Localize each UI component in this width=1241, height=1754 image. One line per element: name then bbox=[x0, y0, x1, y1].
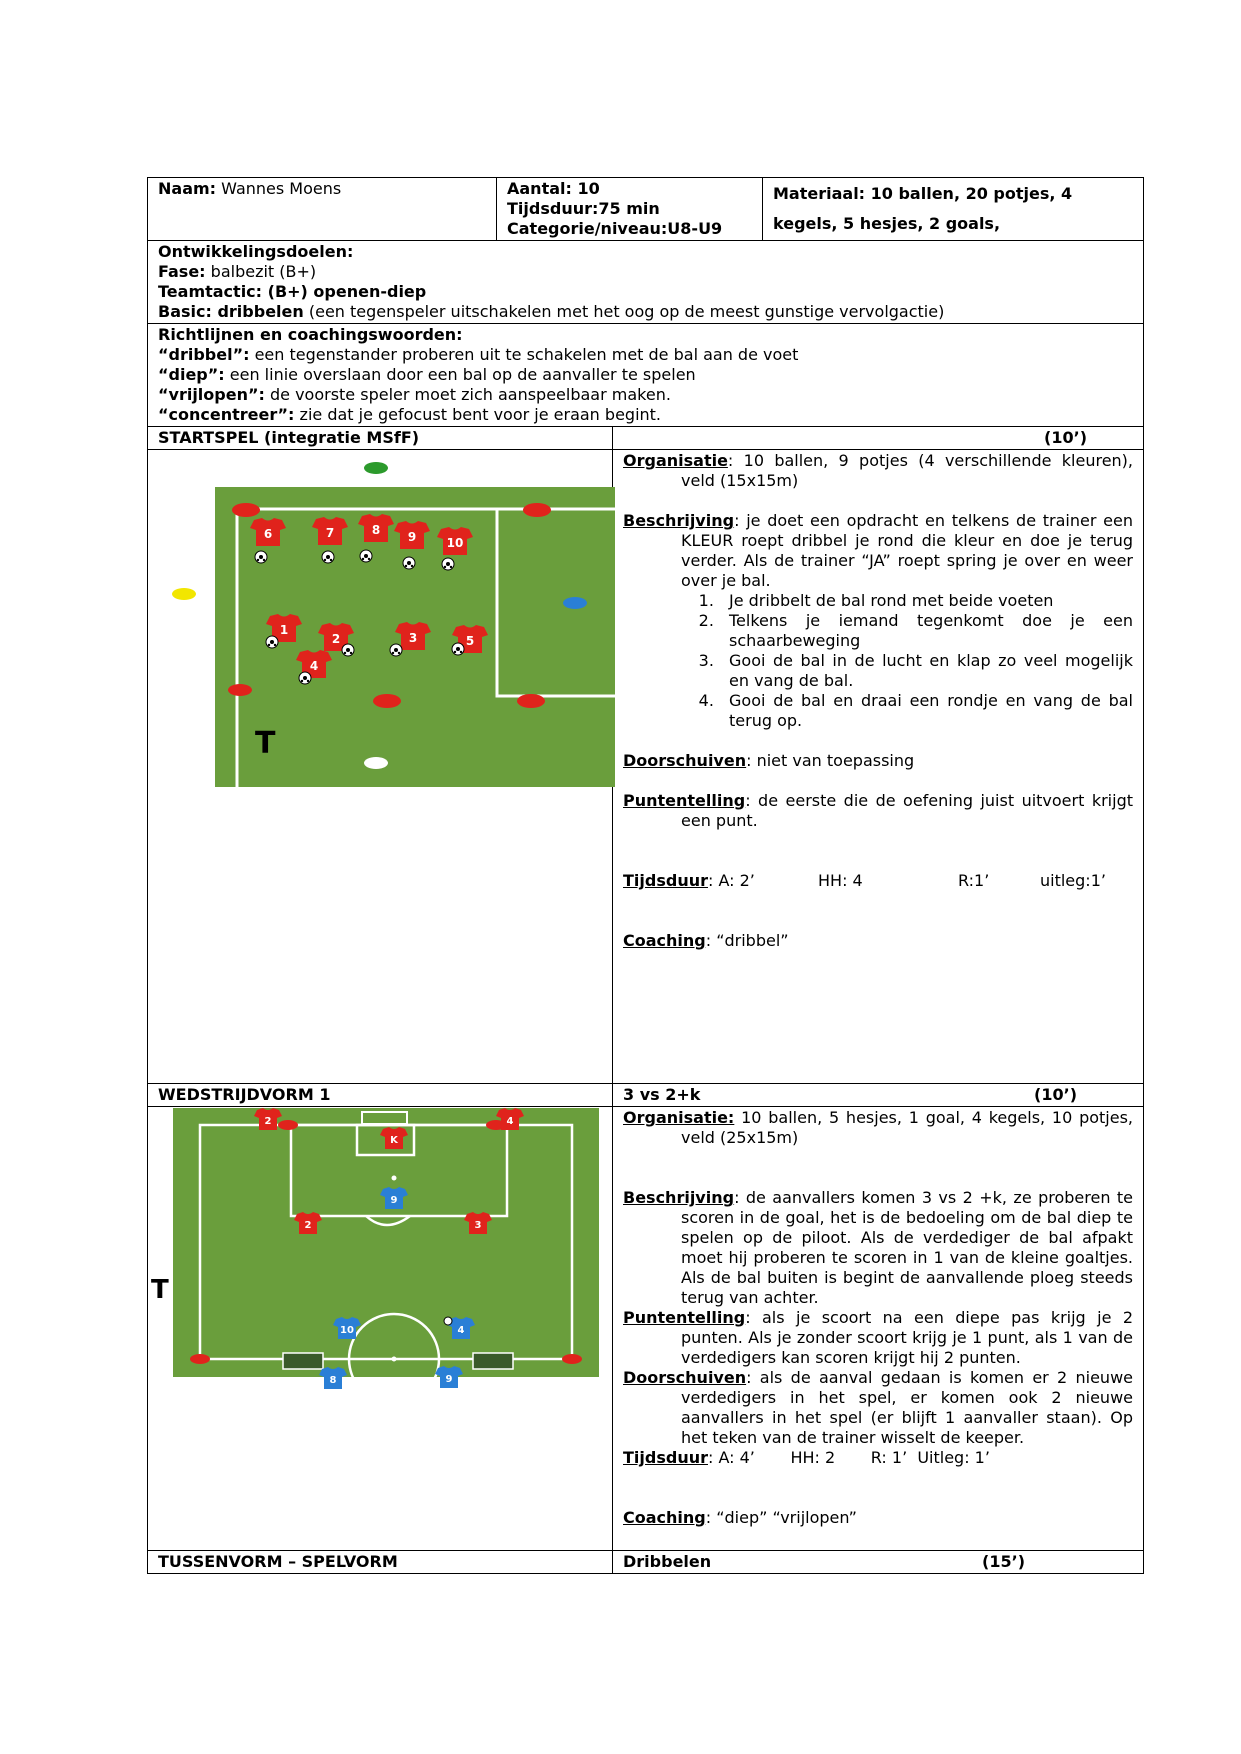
fase-label: Fase: bbox=[158, 262, 206, 281]
svg-text:10: 10 bbox=[340, 1325, 354, 1336]
richtlijn-item: “diep”: een linie overslaan door een bal op de aanvaller te spelen bbox=[158, 365, 696, 384]
svg-text:9: 9 bbox=[407, 530, 417, 544]
wedstrijd-organisatie: Organisatie: 10 ballen, 5 hesjes, 1 goal, 4 kegels, 10 potjes, veld (25x15m) bbox=[623, 1108, 1133, 1147]
svg-text:4: 4 bbox=[309, 659, 319, 673]
svg-text:2: 2 bbox=[264, 1116, 272, 1127]
trainer-marker: T bbox=[151, 1275, 169, 1305]
materiaal-cell bbox=[763, 178, 1144, 241]
defender bbox=[319, 1367, 347, 1389]
startspel-beschrijving: Beschrijving: je doet een opdracht en telkens de trainer een KLEUR roept dribbel je rond die kleur en doe je terug verder. Als de trainer “JA” roept spring je over en weer over je bal. bbox=[623, 511, 1133, 590]
svg-text:8: 8 bbox=[371, 523, 381, 537]
startspel-title: STARTSPEL (integratie MSfF) bbox=[148, 427, 613, 450]
svg-text:10: 10 bbox=[446, 536, 464, 550]
cone-red bbox=[517, 694, 545, 708]
cone-blue bbox=[563, 597, 587, 609]
wedstrijd-text-cell bbox=[613, 1107, 1144, 1551]
basic-label: Basic: dribbelen bbox=[158, 302, 304, 321]
materiaal-line-1: Materiaal: 10 ballen, 20 potjes, 4 bbox=[773, 184, 1073, 203]
wedstrijd-subtitle: 3 vs 2+k bbox=[623, 1085, 701, 1104]
startspel-steps bbox=[623, 591, 1133, 731]
startspel-content-row bbox=[148, 450, 1144, 1084]
basic-value: (een tegenspeler uitschakelen met het oog op de meest gunstige vervolgactie) bbox=[303, 302, 945, 321]
svg-text:3: 3 bbox=[474, 1220, 482, 1231]
wedstrijd-beschrijving: Beschrijving: de aanvallers komen 3 vs 2 +k, ze proberen te scoren in de goal, het is de bedoeling om de bal diep te spelen op de piloot. Als de verdediger de bal afpakt moet hij proberen te scoren in 1 van de kleine goaltjes. Als de bal buiten is begint de aanvallende ploeg steeds terug van achter. bbox=[623, 1188, 1133, 1307]
step-item: 2. Telkens je iemand tegenkomt doe je een schaarbeweging bbox=[719, 611, 1133, 651]
cone-red bbox=[373, 694, 401, 708]
wedstrijd-content-row bbox=[148, 1107, 1144, 1551]
svg-text:8: 8 bbox=[329, 1375, 337, 1386]
small-goal bbox=[283, 1353, 323, 1369]
small-goal bbox=[473, 1353, 513, 1369]
richtlijn-item: “dribbel”: een tegenstander proberen uit te schakelen met de bal aan de voet bbox=[158, 345, 799, 364]
svg-text:2: 2 bbox=[331, 632, 341, 646]
svg-text:5: 5 bbox=[465, 634, 475, 648]
tussenvorm-title: TUSSENVORM – SPELVORM bbox=[148, 1551, 613, 1574]
teamtactic-text: Teamtactic: (B+) openen-diep bbox=[158, 282, 427, 301]
startspel-organisatie: Organisatie: 10 ballen, 9 potjes (4 verschillende kleuren), veld (15x15m) bbox=[623, 451, 1133, 490]
startspel-diagram-cell bbox=[148, 450, 613, 1084]
wedstrijd-time: (10’) bbox=[1034, 1085, 1077, 1104]
richtlijnen-row bbox=[148, 324, 1144, 427]
categorie-text: Categorie/niveau:U8-U9 bbox=[507, 219, 723, 238]
tijdsduur-text: Tijdsduur:75 min bbox=[507, 199, 660, 218]
wedstrijd-diagram bbox=[148, 1107, 626, 1545]
svg-text:9: 9 bbox=[445, 1374, 453, 1385]
step-item: 1. Je dribbelt de bal rond met beide voeten bbox=[719, 591, 1133, 611]
tussenvorm-subtitle-cell bbox=[613, 1551, 1144, 1574]
svg-text:6: 6 bbox=[263, 527, 273, 541]
session-sheet bbox=[147, 177, 1143, 1574]
doelen-title: Ontwikkelingsdoelen: bbox=[158, 242, 354, 261]
startspel-diagram bbox=[148, 450, 626, 1078]
svg-text:K: K bbox=[390, 1135, 398, 1146]
tussenvorm-subtitle: Dribbelen bbox=[623, 1552, 712, 1571]
naam-label: Naam: bbox=[158, 179, 217, 198]
fase-value: balbezit (B+) bbox=[210, 262, 317, 281]
training-table bbox=[147, 177, 1144, 1574]
materiaal-line-2: kegels, 5 hesjes, 2 goals, bbox=[773, 214, 1001, 233]
doelen-cell bbox=[148, 241, 1144, 324]
step-item: 4. Gooi de bal en draai een rondje en vang de bal terug op. bbox=[719, 691, 1133, 731]
svg-text:4: 4 bbox=[457, 1325, 465, 1336]
trainer-marker: T bbox=[255, 726, 276, 761]
svg-text:7: 7 bbox=[325, 526, 335, 540]
doelen-row bbox=[148, 241, 1144, 324]
svg-text:2: 2 bbox=[304, 1220, 312, 1231]
richtlijn-item: “vrijlopen”: de voorste speler moet zich aanspeelbaar maken. bbox=[158, 385, 671, 404]
wedstrijd-puntentelling: Puntentelling: als je scoort na een diepe pas krijg je 2 punten. Als je zonder scoort krijg je 1 punt, als 1 van de verdedigers kan scoren krijgt hij 2 punten. bbox=[623, 1308, 1133, 1367]
wedstrijd-subtitle-cell bbox=[613, 1084, 1144, 1107]
tussenvorm-time: (15’) bbox=[982, 1552, 1025, 1571]
cone-white bbox=[364, 757, 388, 769]
cone-green bbox=[364, 462, 388, 474]
svg-text:9: 9 bbox=[390, 1195, 398, 1206]
startspel-time: (10’) bbox=[613, 427, 1144, 450]
wedstrijd-title: WEDSTRIJDVORM 1 bbox=[148, 1084, 613, 1107]
cone-yellow bbox=[172, 588, 196, 600]
wedstrijd-tijdsduur: Tijdsduur: A: 4’ HH: 2 R: 1’ Uitleg: 1’ bbox=[623, 1448, 990, 1467]
richtlijn-item: “concentreer”: zie dat je gefocust bent voor je eraan begint. bbox=[158, 405, 662, 424]
cone-red bbox=[523, 503, 551, 517]
tussenvorm-title-row bbox=[148, 1551, 1144, 1574]
startspel-title-row bbox=[148, 427, 1144, 450]
svg-text:3: 3 bbox=[408, 631, 418, 645]
wedstrijd-coaching: Coaching: “diep” “vrijlopen” bbox=[623, 1508, 857, 1527]
wedstrijd-diagram-cell bbox=[148, 1107, 613, 1551]
header-row bbox=[148, 178, 1144, 241]
wedstrijd-doorschuiven: Doorschuiven: als de aanval gedaan is komen er 2 nieuwe verdedigers in het spel, er komen ook 2 nieuwe aanvallers in het spel (er blijft 1 aanvaller staan). Op het teken van de trainer wisselt de keeper. bbox=[623, 1368, 1133, 1447]
startspel-doorschuiven: Doorschuiven: niet van toepassing bbox=[623, 751, 915, 770]
richtlijnen-cell bbox=[148, 324, 1144, 427]
startspel-puntentelling: Puntentelling: de eerste die de oefening juist uitvoert krijgt een punt. bbox=[623, 791, 1133, 830]
wedstrijd-title-row bbox=[148, 1084, 1144, 1107]
svg-text:4: 4 bbox=[506, 1116, 514, 1127]
richtlijnen-title: Richtlijnen en coachingswoorden: bbox=[158, 325, 463, 344]
startspel-coaching: Coaching: “dribbel” bbox=[623, 931, 789, 950]
startspel-tijdsduur: Tijdsduur: A: 2’ HH: 4 R:1’ uitleg:1’ bbox=[623, 871, 1106, 890]
cone-red bbox=[228, 684, 252, 696]
aantal-text: Aantal: 10 bbox=[507, 179, 600, 198]
svg-text:1: 1 bbox=[279, 623, 289, 637]
naam-value: Wannes Moens bbox=[221, 179, 342, 198]
step-item: 3. Gooi de bal in de lucht en klap zo veel mogelijk en vang de bal. bbox=[719, 651, 1133, 691]
aantal-cell bbox=[497, 178, 763, 241]
startspel-text-cell bbox=[613, 450, 1144, 1084]
naam-cell bbox=[148, 178, 497, 241]
cone-red bbox=[232, 503, 260, 517]
